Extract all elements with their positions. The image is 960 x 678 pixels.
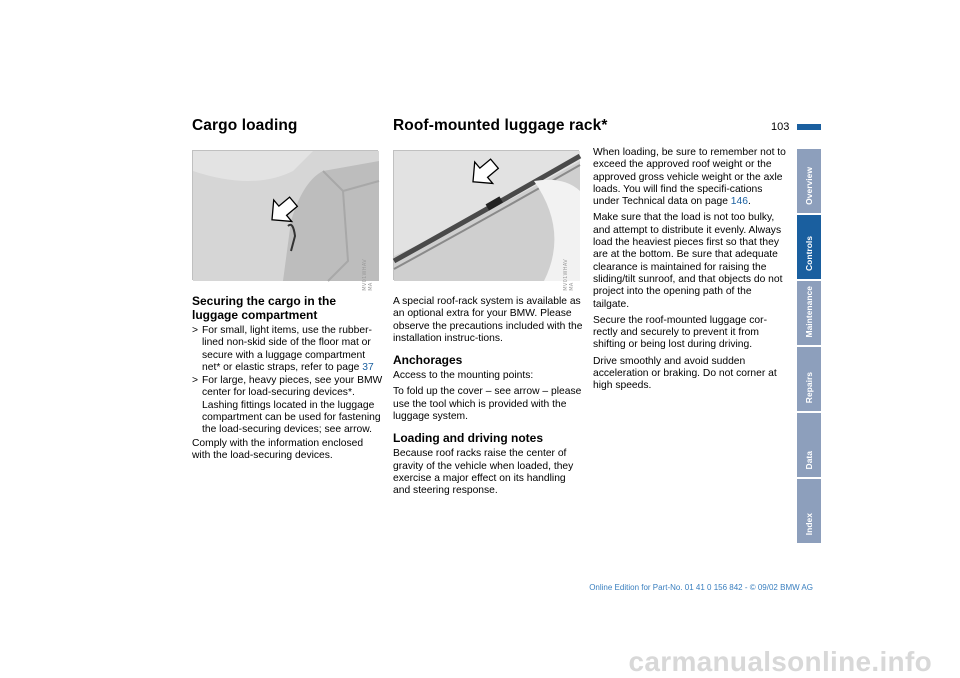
paragraph: Make sure that the load is not too bulky, and attempt to distribute it evenly. Always load the heaviest pieces first so that they are at the bottom. Be sure that adequate clearance is maintained for raising the sliding/tilt sunroof, and that objects do not project into the opening path of the tailgate.	[593, 212, 783, 310]
paragraph: Secure the roof-mounted luggage cor-rectly and securely to prevent it from shifting or being lost during driving.	[593, 314, 768, 351]
watermark	[0, 646, 960, 678]
bullet-text: For large, heavy pieces, see your BMW center for load-securing devices*. Lashing fittings located in the luggage compartment can be used for fastening the load-securing devices; see arrow.	[202, 375, 383, 436]
paragraph	[593, 147, 789, 208]
paragraph: Because roof racks raise the center of gravity of the vehicle when loaded, they exercise a major effect on its handling and steering response.	[393, 448, 574, 497]
section-title-roof-rack: Roof-mounted luggage rack*	[393, 117, 608, 134]
page-number: 103	[771, 121, 790, 133]
tab-index[interactable]	[797, 479, 821, 543]
tab-label: Data	[804, 450, 814, 469]
roof-rack-image	[393, 150, 579, 291]
page-link[interactable]: 37	[362, 361, 374, 373]
page-number-bar	[797, 124, 821, 130]
left-text-column	[192, 294, 384, 466]
paragraph: Drive smoothly and avoid sudden acceleration or braking. Do not corner at high speeds.	[593, 355, 777, 392]
list-item	[192, 325, 384, 374]
bullet-marker: >	[192, 325, 199, 336]
paragraph: To fold up the cover – see arrow – please use the tool which is provided with the luggage system.	[393, 386, 582, 423]
tab-data[interactable]	[797, 413, 821, 477]
list-item	[192, 375, 384, 436]
subheading-loading-notes: Loading and driving notes	[393, 431, 543, 446]
luggage-compartment-image	[192, 150, 378, 291]
image-reference-code: MV01WHAV MA	[563, 259, 575, 291]
tab-overview[interactable]	[797, 149, 821, 213]
tab-label: Overview	[804, 167, 814, 205]
subheading-anchorages: Anchorages	[393, 353, 463, 368]
tab-label: Repairs	[804, 371, 814, 403]
tab-label: Maintenance	[804, 285, 814, 337]
section-tabs	[797, 149, 821, 545]
paragraph: Comply with the information enclosed with the load-securing devices.	[192, 437, 364, 461]
paragraph: A special roof-rack system is available as an optional extra for your BMW. Please observe the precautions included with the installation instruc-tions.	[393, 296, 583, 344]
tab-label: Controls	[804, 236, 814, 271]
paragraph: Access to the mounting points:	[393, 370, 534, 382]
subheading-securing-cargo: Securing the cargo in the luggage compartment	[192, 294, 337, 322]
image-reference-code: MV01WHAV MA	[362, 259, 374, 291]
bullet-marker: >	[192, 375, 199, 387]
tab-maintenance[interactable]	[797, 281, 821, 345]
luggage-compartment-illustration	[193, 151, 379, 281]
tab-controls[interactable]	[797, 215, 821, 279]
roof-rail-illustration	[394, 151, 580, 281]
middle-text-column	[393, 296, 583, 502]
tab-label: Index	[804, 512, 814, 535]
paragraph-text: When loading, be sure to remember not to exceed the approved roof weight or the approved gross vehicle weight or the axle loads. You will find the specifi-cations under Technical data on page	[593, 147, 786, 208]
watermark-text: carmanualsonline.info	[628, 646, 932, 677]
right-text-column	[593, 147, 789, 397]
page-link[interactable]: 146	[730, 196, 748, 208]
tab-repairs[interactable]	[797, 347, 821, 411]
paragraph-end: .	[747, 196, 751, 208]
footer-edition-note: Online Edition for Part-No. 01 41 0 156 842 - © 09/02 BMW AG	[589, 583, 813, 592]
section-title-cargo-loading: Cargo loading	[192, 117, 298, 134]
bullet-text: For small, light items, use the rubber-lined non-skid side of the floor mat or secure with a luggage compartment net* or elastic straps, refer to page	[202, 325, 372, 373]
